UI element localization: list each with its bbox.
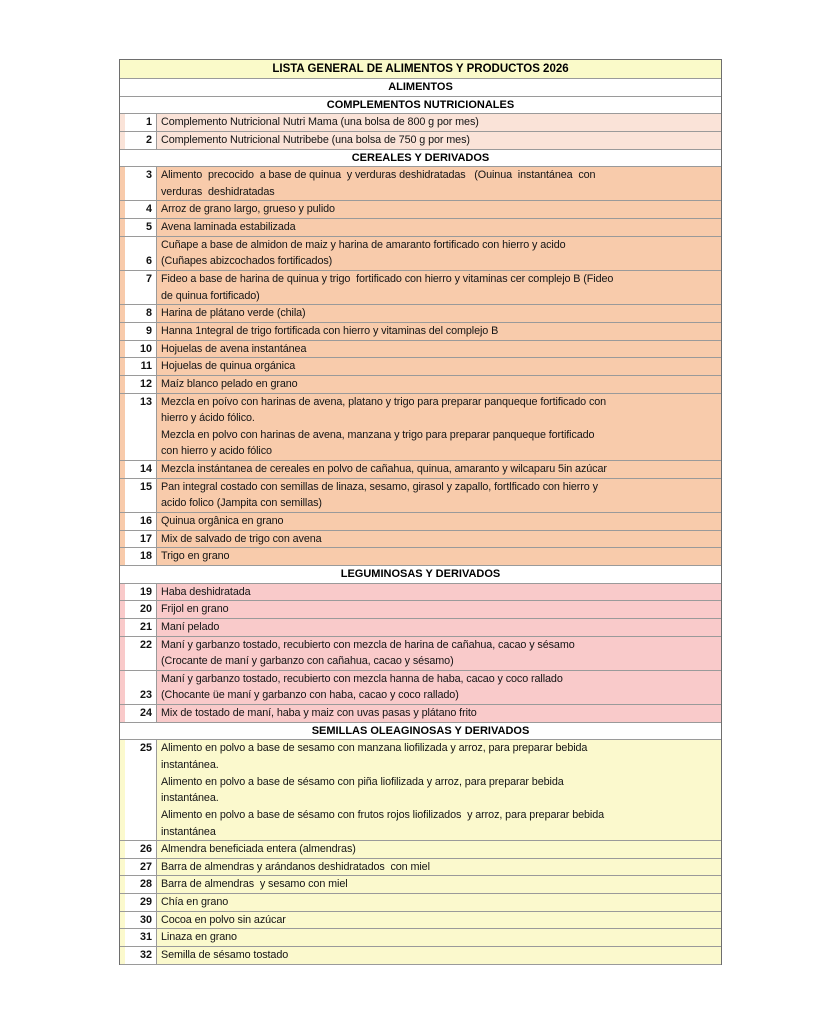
item-text-line: acido folico (Jampita con semillas) xyxy=(161,497,322,510)
section-header-row xyxy=(120,150,721,168)
item-text-cell xyxy=(156,323,721,340)
item-number: 20 xyxy=(139,603,152,616)
item-text-cell xyxy=(156,912,721,929)
item-text-line: Harina de plátano verde (chila) xyxy=(161,307,306,320)
item-row xyxy=(120,394,721,462)
item-number-cell xyxy=(125,237,156,270)
item-row xyxy=(120,305,721,323)
item-text-cell xyxy=(156,341,721,358)
item-text-line: Arroz de grano largo, grueso y pulido xyxy=(161,203,335,216)
item-number: 14 xyxy=(139,463,152,476)
item-text-cell xyxy=(156,271,721,304)
item-text-line: verduras deshidratadas xyxy=(161,185,275,198)
item-text-line: con hierro y acido fólico xyxy=(161,445,272,458)
item-text-line: Quinua orgânica en grano xyxy=(161,515,284,528)
item-number-cell xyxy=(125,341,156,358)
item-text-cell xyxy=(156,584,721,601)
item-number-cell xyxy=(125,859,156,876)
item-text-line: Cuñape a base de almidon de maiz y harina de amaranto fortificado con hierro y acido xyxy=(161,238,566,251)
item-row xyxy=(120,894,721,912)
item-number: 11 xyxy=(140,360,152,373)
item-number: 21 xyxy=(139,620,152,633)
item-row xyxy=(120,947,721,965)
item-number-cell xyxy=(125,271,156,304)
item-text-line: Complemento Nutricional Nutribebe (una bolsa de 750 g por mes) xyxy=(161,133,470,146)
item-text-cell xyxy=(156,929,721,946)
item-text-line: Pan integral costado con semillas de linaza, sesamo, girasol y zapallo, fortlficado con hierro y xyxy=(161,480,598,493)
item-number-cell xyxy=(125,929,156,946)
item-number: 32 xyxy=(139,949,152,962)
section-header-label: SEMILLAS OLEAGINOSAS Y DERIVADOS xyxy=(311,724,530,737)
item-row xyxy=(120,637,721,671)
item-text-cell xyxy=(156,894,721,911)
item-number: 19 xyxy=(139,585,152,598)
item-text-cell xyxy=(156,513,721,530)
item-number: 2 xyxy=(145,133,152,146)
item-text-line: Barra de almendras y arándanos deshidratados con miel xyxy=(161,860,430,873)
item-number: 5 xyxy=(145,221,152,234)
item-text-cell xyxy=(156,637,721,670)
item-text-line: Hojuelas de quinua orgánica xyxy=(161,360,296,373)
item-row xyxy=(120,705,721,723)
item-text-cell xyxy=(156,237,721,270)
item-text-line: instantánea xyxy=(161,825,216,838)
item-text-line: Barra de almendras y sesamo con miel xyxy=(161,878,348,891)
item-text-line: instantánea. xyxy=(161,758,219,771)
item-number-cell xyxy=(125,323,156,340)
section-header-label: ALIMENTOS xyxy=(388,81,453,93)
section-header-row xyxy=(120,97,721,115)
item-text-cell xyxy=(156,740,721,840)
item-text-cell xyxy=(156,132,721,149)
item-number-cell xyxy=(125,548,156,565)
item-text-cell xyxy=(156,358,721,375)
item-number-cell xyxy=(125,513,156,530)
item-number-cell xyxy=(125,740,156,840)
section-header-row xyxy=(120,566,721,584)
section-header-row xyxy=(120,723,721,741)
item-number-cell xyxy=(125,219,156,236)
item-row xyxy=(120,341,721,359)
item-number: 16 xyxy=(139,515,152,528)
item-row xyxy=(120,531,721,549)
item-text-line: instantánea. xyxy=(161,792,219,805)
item-text-cell xyxy=(156,548,721,565)
item-number-cell xyxy=(125,637,156,670)
item-text-cell xyxy=(156,201,721,218)
item-text-cell xyxy=(156,671,721,704)
item-number-cell xyxy=(125,894,156,911)
item-number: 18 xyxy=(139,550,152,563)
item-text-line: Haba deshidratada xyxy=(161,585,251,598)
item-number: 7 xyxy=(145,273,152,286)
item-number: 31 xyxy=(139,931,152,944)
item-text-cell xyxy=(156,601,721,618)
item-number-cell xyxy=(125,376,156,393)
item-row xyxy=(120,201,721,219)
item-number-cell xyxy=(125,305,156,322)
item-text-line: (Chocante üe maní y garbanzo con haba, cacao y coco rallado) xyxy=(161,689,459,702)
item-row xyxy=(120,323,721,341)
item-text-cell xyxy=(156,376,721,393)
item-text-line: Linaza en grano xyxy=(161,931,237,944)
item-number: 13 xyxy=(139,395,152,408)
item-number-cell xyxy=(125,912,156,929)
item-row xyxy=(120,859,721,877)
item-number-cell xyxy=(125,619,156,636)
item-text-line: Fideo a base de harina de quinua y trigo fortificado con hierro y vitaminas cer complejo B (Fideo xyxy=(161,273,614,286)
item-number: 26 xyxy=(139,843,152,856)
item-row xyxy=(120,912,721,930)
item-text-line: Alimento en polvo a base de sésamo con piña liofilizada y arroz, para preparar bebida xyxy=(161,775,564,788)
item-text-line: Maní y garbanzo tostado, recubierto con mezcla de harina de cañahua, cacao y sésamo xyxy=(161,638,575,651)
section-header-label: COMPLEMENTOS NUTRICIONALES xyxy=(326,98,515,111)
item-text-line: Alimento precocido a base de quinua y verduras deshidratadas (Ouinua instantánea con xyxy=(161,169,596,182)
item-number: 6 xyxy=(145,255,152,268)
item-row xyxy=(120,929,721,947)
item-text-cell xyxy=(156,841,721,858)
item-row xyxy=(120,167,721,201)
item-row xyxy=(120,584,721,602)
item-text-line: de quinua fortificado) xyxy=(161,289,260,302)
item-number: 23 xyxy=(139,689,152,702)
item-row xyxy=(120,513,721,531)
item-number-cell xyxy=(125,358,156,375)
item-number-cell xyxy=(125,167,156,200)
item-text-line: Hojuelas de avena instantánea xyxy=(161,342,307,355)
item-row xyxy=(120,271,721,305)
item-number: 15 xyxy=(139,480,152,493)
item-number: 25 xyxy=(139,742,152,755)
item-row xyxy=(120,671,721,705)
item-number: 17 xyxy=(139,532,152,545)
item-number-cell xyxy=(125,841,156,858)
item-number: 10 xyxy=(139,342,152,355)
item-text-cell xyxy=(156,531,721,548)
item-number: 8 xyxy=(145,307,152,320)
item-text-cell xyxy=(156,479,721,512)
item-number: 12 xyxy=(139,377,152,390)
item-row xyxy=(120,876,721,894)
item-row xyxy=(120,601,721,619)
item-text-line: Alimento en polvo a base de sesamo con manzana liofilizada y arroz, para preparar bebida xyxy=(161,742,588,755)
item-text-cell xyxy=(156,705,721,722)
item-text-line: Mix de salvado de trigo con avena xyxy=(161,532,322,545)
item-row xyxy=(120,376,721,394)
item-row xyxy=(120,841,721,859)
item-text-line: Maní pelado xyxy=(161,620,220,633)
item-number: 22 xyxy=(139,638,152,651)
item-row xyxy=(120,461,721,479)
item-text-line: Semilla de sésamo tostado xyxy=(161,949,289,962)
item-text-line: Frijol en grano xyxy=(161,603,229,616)
item-row xyxy=(120,358,721,376)
item-number: 29 xyxy=(139,896,152,909)
item-number-cell xyxy=(125,201,156,218)
section-header-row xyxy=(120,79,721,97)
item-text-line: Maíz blanco pelado en grano xyxy=(161,377,298,390)
item-number: 1 xyxy=(145,116,152,129)
item-text-cell xyxy=(156,167,721,200)
item-text-cell xyxy=(156,859,721,876)
item-text-line: Cocoa en polvo sin azúcar xyxy=(161,913,286,926)
item-row xyxy=(120,479,721,513)
section-header-label: CEREALES Y DERIVADOS xyxy=(351,151,490,164)
item-text-cell xyxy=(156,305,721,322)
item-text-cell xyxy=(156,619,721,636)
item-number: 4 xyxy=(145,203,152,216)
item-number-cell xyxy=(125,132,156,149)
item-row xyxy=(120,237,721,271)
item-text-cell xyxy=(156,461,721,478)
section-header-label: LEGUMINOSAS Y DERIVADOS xyxy=(340,567,501,580)
item-text-line: (Crocante de maní y garbanzo con cañahua, cacao y sésamo) xyxy=(161,655,454,668)
item-text-cell xyxy=(156,947,721,964)
item-text-line: Trigo en grano xyxy=(161,550,230,563)
item-text-line: hierro y ácido fólico. xyxy=(161,412,255,425)
item-number: 30 xyxy=(139,913,152,926)
item-number-cell xyxy=(125,671,156,704)
food-table xyxy=(119,59,722,965)
item-number-cell xyxy=(125,461,156,478)
item-text-line: Almendra beneficiada entera (almendras) xyxy=(161,843,356,856)
item-row xyxy=(120,740,721,841)
item-text-cell xyxy=(156,219,721,236)
table-title: LISTA GENERAL DE ALIMENTOS Y PRODUCTOS 2026 xyxy=(272,63,569,75)
item-text-cell xyxy=(156,876,721,893)
item-text-line: Mix de tostado de maní, haba y maiz con uvas pasas y plátano frito xyxy=(161,707,477,720)
item-number: 28 xyxy=(139,878,152,891)
item-number: 27 xyxy=(139,860,152,873)
item-number: 24 xyxy=(139,707,152,720)
item-row xyxy=(120,132,721,150)
item-row xyxy=(120,548,721,566)
item-text-line: Complemento Nutricional Nutri Mama (una bolsa de 800 g por mes) xyxy=(161,116,479,129)
item-text-line: Maní y garbanzo tostado, recubierto con mezcla hanna de haba, cacao y coco rallado xyxy=(161,672,563,685)
item-number-cell xyxy=(125,876,156,893)
item-text-line: (Cuñapes abizcochados fortificados) xyxy=(161,255,333,268)
item-number: 3 xyxy=(145,169,152,182)
item-row xyxy=(120,619,721,637)
item-number-cell xyxy=(125,394,156,461)
item-text-cell xyxy=(156,394,721,461)
table-title-row xyxy=(120,60,721,79)
item-number-cell xyxy=(125,601,156,618)
item-number-cell xyxy=(125,531,156,548)
item-text-line: Mezcla instántanea de cereales en polvo de cañahua, quinua, amaranto y wilcaparu 5in azúcar xyxy=(161,463,607,476)
item-text-line: Mezcla en polvo con harinas de avena, manzana y trigo para preparar panqueque fortificado xyxy=(161,428,595,441)
item-row xyxy=(120,114,721,132)
item-text-line: Alimento en polvo a base de sésamo con frutos rojos liofilizados y arroz, para preparar bebida xyxy=(161,808,605,821)
item-row xyxy=(120,219,721,237)
item-number-cell xyxy=(125,705,156,722)
item-text-line: Hanna 1ntegral de trigo fortificada con hierro y vitaminas del complejo B xyxy=(161,324,499,337)
item-number-cell xyxy=(125,114,156,131)
item-number: 9 xyxy=(145,324,152,337)
item-text-line: Chía en grano xyxy=(161,896,229,909)
item-number-cell xyxy=(125,584,156,601)
item-text-cell xyxy=(156,114,721,131)
item-number-cell xyxy=(125,947,156,964)
item-number-cell xyxy=(125,479,156,512)
item-text-line: Mezcla en poívo con harinas de avena, platano y trigo para preparar panqueque fortificado con xyxy=(161,395,607,408)
item-text-line: Avena laminada estabilizada xyxy=(161,221,296,234)
